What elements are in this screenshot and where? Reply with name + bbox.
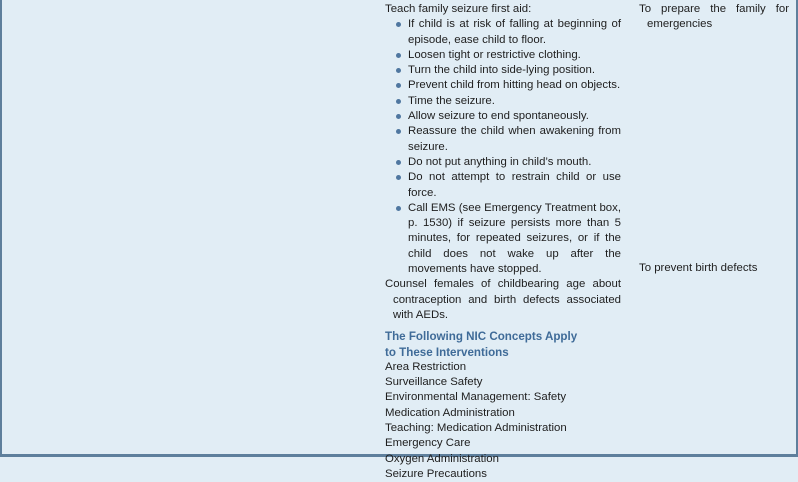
counsel-intervention: Counsel females of childbearing age about contraception and birth defects associated with AEDs. [385, 278, 621, 321]
first-aid-rationale: To prepare the family for emergencies [639, 3, 789, 31]
rationale-column [639, 0, 789, 274]
list-item: Seizure Precautions [385, 467, 487, 480]
list-item: Medication Administration [385, 406, 515, 419]
nic-concepts-list [385, 360, 621, 482]
bullet-icon [396, 22, 401, 27]
list-item: Time the seizure. [385, 94, 621, 109]
list-item: Area Restriction [385, 360, 467, 373]
list-item: Allow seizure to end spontaneously. [385, 109, 621, 124]
interventions-column [385, 0, 621, 482]
list-item: Emergency Care [385, 437, 471, 450]
bullet-icon [396, 53, 401, 58]
list-item: Teaching: Medication Administration [385, 422, 567, 435]
bullet-icon [396, 99, 401, 104]
first-aid-intro: Teach family seizure first aid: [385, 3, 532, 15]
bullet-icon [396, 114, 401, 119]
bullet-icon [396, 68, 401, 73]
list-item: Turn the child into side-lying position. [385, 63, 621, 78]
list-item: Reassure the child when awakening from seizure. [385, 124, 621, 155]
list-item: Environmental Management: Safety [385, 391, 567, 404]
first-aid-list [385, 17, 621, 277]
list-item: Do not attempt to restrain child or use force. [385, 170, 621, 201]
counsel-rationale: To prevent birth defects [639, 262, 758, 274]
list-item: Call EMS (see Emergency Treatment box, p. 1530) if seizure persists more than 5 minutes, for repeated seizures, or if the child does not wake up after the movements have stopped. [385, 201, 621, 277]
list-item: Do not put anything in child’s mouth. [385, 155, 621, 170]
list-item: Loosen tight or restrictive clothing. [385, 48, 621, 63]
bullet-icon [396, 206, 401, 211]
list-item: If child is at risk of falling at beginning of episode, ease child to floor. [385, 17, 621, 48]
list-item: Prevent child from hitting head on objects. [385, 78, 621, 93]
list-item: Oxygen Administration [385, 452, 499, 465]
bullet-icon [396, 160, 401, 165]
bullet-icon [396, 83, 401, 88]
bullet-icon [396, 129, 401, 134]
nic-heading: The Following NIC Concepts Apply to These Interventions [385, 330, 578, 359]
bullet-icon [396, 175, 401, 180]
list-item: Surveillance Safety [385, 376, 483, 389]
